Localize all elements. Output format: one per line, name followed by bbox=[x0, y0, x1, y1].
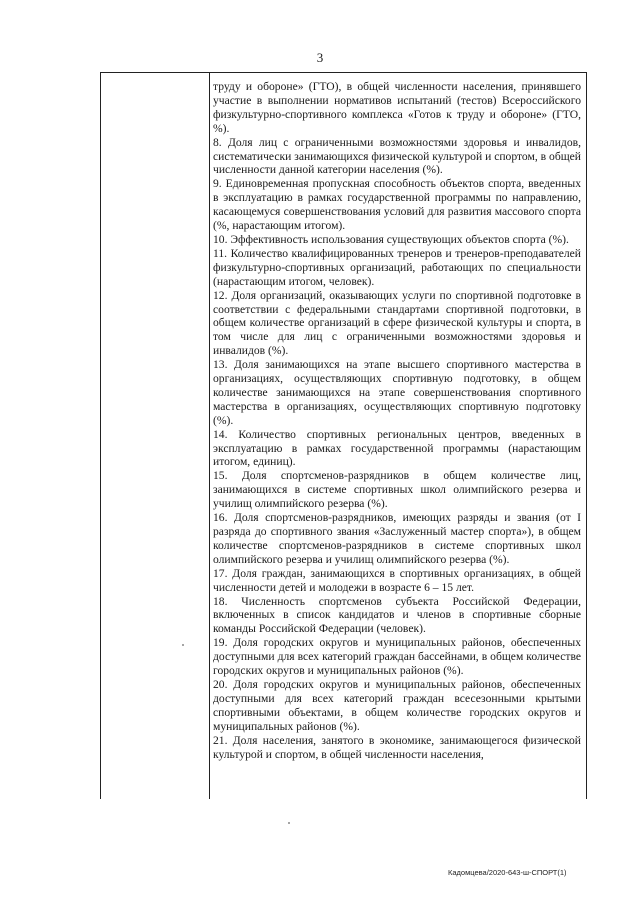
paragraph: 14. Количество спортивных региональных центров, введенных в эксплуатацию в рамках государственной программы (нарастающим итогом, единиц). bbox=[213, 427, 581, 469]
paragraph: 17. Доля граждан, занимающихся в спортивных организациях, в общей численности детей и молодежи в возрасте 6 – 15 лет. bbox=[213, 566, 581, 594]
paragraph: 20. Доля городских округов и муниципальных районов, обеспеченных доступными для всех категорий граждан всесезонными крытыми спортивными объектами, в общем количестве городских округов и муниципальных районов (%). bbox=[213, 677, 581, 733]
table-text-cell bbox=[213, 80, 581, 798]
scan-speck bbox=[288, 822, 290, 824]
paragraph: труду и обороне» (ГТО), в общей численности населения, принявшего участие в выполнении нормативов испытаний (тестов) Всероссийского физкультурно-спортивного комплекса «Готов к труду и обороне» (ГТО, %). bbox=[213, 80, 581, 135]
scan-speck bbox=[182, 644, 184, 646]
paragraph: 11. Количество квалифицированных тренеров и тренеров-преподавателей физкультурно-спортивных организаций, работающих по специальности (нарастающим итогом, человек). bbox=[213, 246, 581, 288]
paragraph: 10. Эффективность использования существующих объектов спорта (%). bbox=[213, 232, 569, 246]
paragraph: 9. Единовременная пропускная способность объектов спорта, введенных в эксплуатацию в рамках государственной программы по направлению, касающемуся совершенствования условий для развития массового спорта (%, нарастающим итогом). bbox=[213, 177, 581, 233]
paragraph: 12. Доля организаций, оказывающих услуги по спортивной подготовке в соответствии с федеральными стандартами спортивной подготовки, в общем количестве организаций в сфере физической культуры и спорта, в том числе для лиц с ограниченными возможностями здоровья и инвалидов (%). bbox=[213, 288, 581, 358]
paragraph: 18. Численность спортсменов субъекта Российской Федерации, включенных в список кандидатов и членов в спортивные сборные команды Российской Федерации (человек). bbox=[213, 594, 581, 636]
paragraph: 15. Доля спортсменов-разрядников в общем количестве лиц, занимающихся в системе спортивных школ олимпийского резерва и училищ олимпийского резерва (%). bbox=[213, 469, 581, 511]
paragraph: 8. Доля лиц с ограниченными возможностями здоровья и инвалидов, систематически занимающихся физической культурой и спортом, в общей численности данной категории населения (%). bbox=[213, 135, 581, 177]
paragraph: 16. Доля спортсменов-разрядников, имеющих разряды и звания (от I разряда до спортивного звания «Заслуженный мастер спорта»), в общем количестве спортсменов-разрядников в системе спортивных школ олимпийского резерва и училищ олимпийского резерва (%). bbox=[213, 511, 581, 566]
page-number: 3 bbox=[316, 50, 324, 65]
footer-code: Кадомцева/2020-643-ш-СПОРТ(1) bbox=[448, 868, 567, 877]
paragraph: 21. Доля населения, занятого в экономике, занимающегося физической культурой и спортом, в общей численности населения, bbox=[213, 733, 581, 761]
paragraph: 19. Доля городских округов и муниципальных районов, обеспеченных доступными для всех категорий граждан бассейнами, в общем количестве городских округов и муниципальных районов (%). bbox=[213, 636, 581, 678]
column-divider bbox=[209, 73, 210, 799]
paragraph: 13. Доля занимающихся на этапе высшего спортивного мастерства в организациях, осуществляющих спортивную подготовку, в общем количестве занимающихся на этапе совершенствования спортивного мастерства в организациях, осуществляющих спортивную подготовку (%). bbox=[213, 358, 581, 427]
